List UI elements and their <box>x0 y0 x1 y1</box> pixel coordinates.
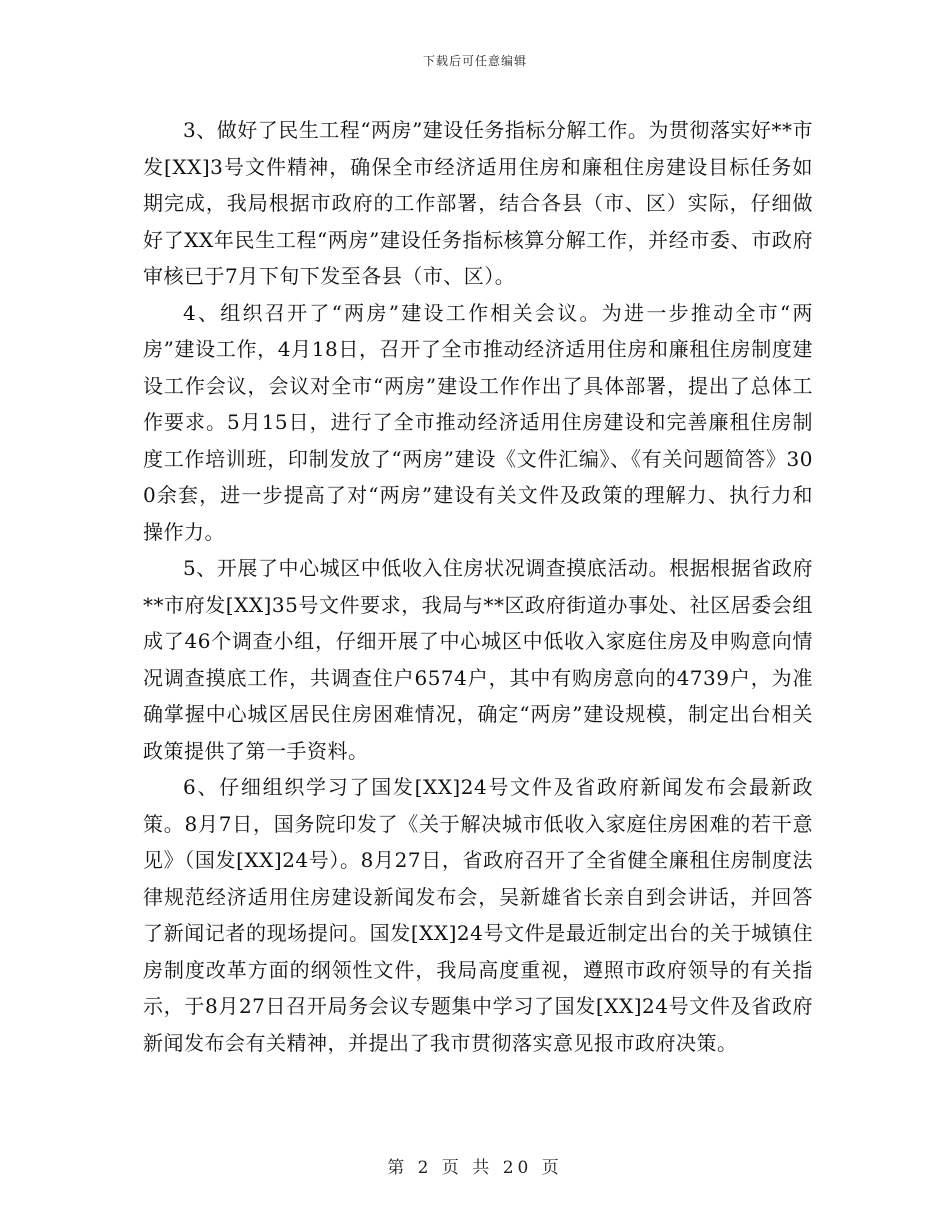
document-body <box>143 112 813 1061</box>
paragraph-4: 4、组织召开了“两房”建设工作相关会议。为进一步推动全市“两房”建设工作，4月18日，召开了全市推动经济适用住房和廉租住房制度建设工作会议，会议对全市“两房”建设工作作出了具体部署，提出了总体工作要求。5月15日，进行了全市推动经济适用住房建设和完善廉租住房制度工作培训班，印制发放了“两房”建设《文件汇编》、《有关问题简答》300余套，进一步提高了对“两房”建设有关文件及政策的理解力、执行力和操作力。 <box>143 300 813 544</box>
page-header: 下载后可任意编辑 <box>422 54 527 68</box>
paragraph-3: 3、做好了民生工程“两房”建设任务指标分解工作。为贯彻落实好**市发[XX]3号文件精神，确保全市经济适用住房和廉租住房建设目标任务如期完成，我局根据市政府的工作部署，结合各县（市、区）实际，仔细做好了XX年民生工程“两房”建设任务指标核算分解工作，并经市委、市政府审核已于7月下旬下发至各县（市、区）。 <box>143 118 813 288</box>
paragraph-6: 6、仔细组织学习了国发[XX]24号文件及省政府新闻发布会最新政策。8月7日，国务院印发了《关于解决城市低收入家庭住房困难的若干意见》（国发[XX]24号）。8月27日，省政府召开了全省健全廉租住房制度法律规范经济适用住房建设新闻发布会，吴新雄省长亲自到会讲话，并回答了新闻记者的现场提问。国发[XX]24号文件是最近制定出台的关于城镇住房制度改革方面的纲领性文件，我局高度重视，遵照市政府领导的有关指示，于8月27日召开局务会议专题集中学习了国发[XX]24号文件及省政府新闻发布会有关精神，并提出了我市贯彻落实意见报市政府决策。 <box>143 775 813 1055</box>
page-number-footer: 第 2 页 共 20 页 <box>387 1158 563 1178</box>
paragraph-5: 5、开展了中心城区中低收入住房状况调查摸底活动。根据根据省政府**市府发[XX]35号文件要求，我局与**区政府街道办事处、社区居委会组成了46个调查小组，仔细开展了中心城区中低收入家庭住房及申购意向情况调查摸底工作，共调查住户6574户，其中有购房意向的4739户，为准确掌握中心城区居民住房困难情况，确定“两房”建设规模，制定出台相关政策提供了第一手资料。 <box>143 556 813 763</box>
